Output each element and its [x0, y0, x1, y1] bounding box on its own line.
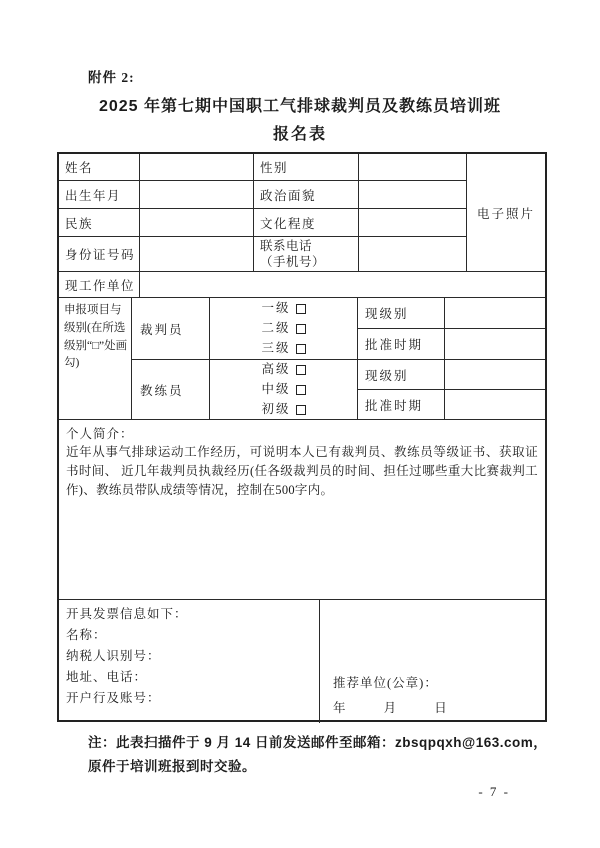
contact-phone-value-cell [359, 237, 467, 272]
coach-approval-value-cell [445, 390, 545, 419]
declaration-section [59, 298, 545, 420]
coach-level-option-1: 高级 [261, 360, 305, 379]
checkbox-icon [296, 385, 306, 395]
invoice-section [59, 600, 545, 723]
education-value-cell [359, 209, 467, 237]
photo-label: 电子照片 [476, 206, 535, 221]
work-unit-value-cell [140, 272, 545, 298]
education-label: 文化程度 [254, 209, 359, 237]
referee-current-level-label: 现级别 [358, 298, 445, 328]
year-label: 年 [333, 701, 347, 715]
birth-date-label: 出生年月 [59, 181, 140, 209]
coach-level-options [210, 360, 358, 419]
referee-level-option-1: 一级 [261, 299, 305, 318]
work-unit-label: 现工作单位 [59, 272, 140, 298]
invoice-heading: 开具发票信息如下： [66, 607, 188, 621]
political-status-label: 政治面貌 [254, 181, 359, 209]
ethnicity-label: 民族 [59, 209, 140, 237]
gender-label: 性别 [254, 154, 359, 181]
note-line-1: 注：此表扫描件于 9 月 14 日前发送邮件至邮箱：zbsqpqxh@163.com， [88, 735, 548, 750]
referee-current-level-value-cell [445, 298, 545, 328]
referee-level-option-3: 三级 [261, 339, 305, 358]
invoice-line-name: 名称： [66, 628, 107, 642]
profile-instructions: 近年从事气排球运动工作经历，可说明本人已有裁判员、教练员等级证书、获取证书时间、 近几年裁判员执裁经历(任各级裁判员的时间、担任过哪些重大比赛裁判工作)、教练员带队成绩等情况，控制在500字内。 [66, 445, 538, 497]
note-text [88, 731, 548, 779]
invoice-line-taxid: 纳税人识别号： [66, 649, 161, 663]
registration-form-table [57, 152, 547, 722]
birth-date-value-cell [140, 181, 254, 209]
coach-role-label: 教练员 [132, 360, 210, 419]
coach-level-option-3: 初级 [261, 400, 305, 419]
referee-row [132, 298, 545, 360]
note-line-2: 原件于培训班报到时交验。 [88, 759, 256, 774]
form-subtitle: 报名表 [272, 126, 327, 143]
coach-current-level-label: 现级别 [358, 360, 445, 389]
coach-row [132, 360, 545, 419]
date-line [333, 698, 448, 716]
invoice-line-address: 地址、电话： [66, 670, 148, 684]
photo-cell [467, 154, 545, 272]
month-label: 月 [383, 701, 398, 715]
id-number-value-cell [140, 237, 254, 272]
checkbox-icon [296, 365, 306, 375]
ethnicity-value-cell [140, 209, 254, 237]
name-label: 姓名 [59, 154, 140, 181]
recommend-unit-label: 推荐单位(公章)： [333, 676, 438, 690]
work-unit-row [59, 272, 545, 298]
basic-info-section [59, 154, 545, 272]
referee-level-option-2: 二级 [261, 319, 305, 338]
gender-value-cell [359, 154, 467, 181]
referee-level-options [210, 298, 358, 359]
checkbox-icon [296, 344, 306, 354]
referee-approval-value-cell [445, 329, 545, 359]
coach-level-option-2: 中级 [261, 380, 305, 399]
page-number: - 7 - [478, 784, 510, 799]
attachment-label: 附件 2: [88, 70, 135, 85]
coach-current-level-value-cell [445, 360, 545, 389]
contact-phone-label: 联系电话（手机号） [254, 237, 359, 272]
day-label: 日 [434, 701, 448, 715]
checkbox-icon [296, 324, 306, 334]
referee-role-label: 裁判员 [132, 298, 210, 359]
checkbox-icon [296, 405, 306, 415]
id-number-label: 身份证号码 [59, 237, 140, 272]
invoice-line-bank: 开户行及账号： [66, 691, 161, 705]
political-status-value-cell [359, 181, 467, 209]
profile-heading: 个人简介： [66, 427, 134, 441]
invoice-info-cell [59, 600, 320, 723]
checkbox-icon [296, 304, 306, 314]
coach-approval-label: 批准时期 [358, 390, 445, 419]
recommend-unit-cell [320, 600, 545, 723]
referee-approval-label: 批准时期 [358, 329, 445, 359]
profile-section [59, 420, 545, 600]
form-title: 2025 年第七期中国职工气排球裁判员及教练员培训班 [98, 98, 502, 115]
declaration-label: 申报项目与级别(在所选级别“□”处画勾) [59, 298, 132, 419]
name-value-cell [140, 154, 254, 181]
